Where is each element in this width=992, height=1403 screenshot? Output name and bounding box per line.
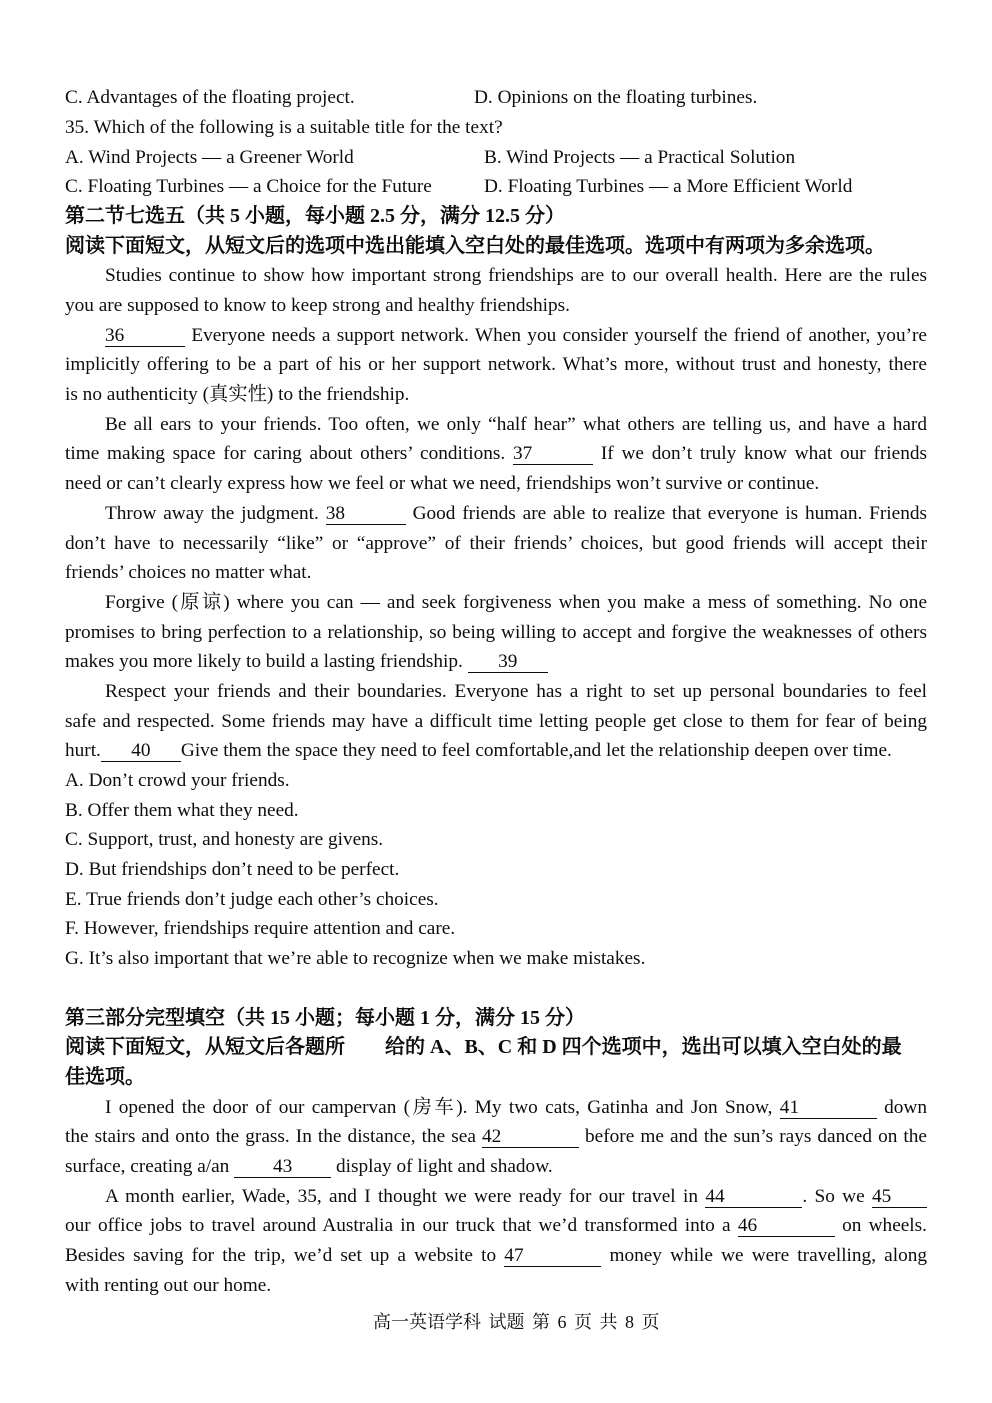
passage-line: don’t have to necessarily “like” or “approve” of their friends’ choices, but good friends will accept their: [65, 532, 927, 554]
passage-text: Everyone needs a support network. When you consider yourself the friend of another, you’re: [191, 324, 927, 346]
passage-line: need or can’t clearly express how we feel or what we need, friendships won’t survive or continue.: [65, 473, 820, 495]
blank-44: 44: [705, 1187, 802, 1208]
q35-options-row-2: [65, 172, 927, 202]
passage-line: safe and respected. Some friends may have a difficult time letting people get close to them for fear of being: [65, 710, 927, 732]
blank-37: 37: [513, 444, 593, 465]
passage-line: is no authenticity (真实性) to the friendship.: [65, 384, 410, 406]
q35-stem: 35. Which of the following is a suitable title for the text?: [65, 116, 503, 138]
blank-41: 41: [780, 1098, 877, 1119]
passage-text: money while we were travelling, along: [609, 1245, 927, 1266]
passage-text: Give them the space they need to feel comfortable,and let the relationship deepen over time.: [180, 740, 892, 762]
blank-43: 43: [234, 1157, 331, 1178]
blank-45: 45: [872, 1187, 927, 1208]
passage-line: [65, 1093, 927, 1123]
passage-text: . So we: [802, 1185, 865, 1207]
passage-line: Respect your friends and their boundaries. Everyone has a right to set up personal boundaries to feel: [105, 680, 927, 702]
section2-option-e: E. True friends don’t judge each other’s choices.: [65, 888, 439, 910]
section2-title: 第二节七选五（共 5 小题，每小题 2.5 分，满分 12.5 分）: [65, 204, 565, 227]
passage-text: hurt.: [65, 740, 101, 762]
blank-42: 42: [482, 1127, 579, 1148]
blank-46: 46: [738, 1216, 835, 1237]
section2-instruction: 阅读下面短文，从短文后的选项中选出能填入空白处的最佳选项。选项中有两项为多余选项。: [65, 234, 885, 257]
passage-line: [65, 1152, 927, 1182]
passage-line: [65, 647, 927, 677]
q35-option-c: C. Floating Turbines — a Choice for the Future: [65, 176, 432, 198]
exam-page: [65, 83, 927, 1300]
section2-option-g: G. It’s also important that we’re able to recognize when we make mistakes.: [65, 948, 646, 970]
passage-line: [65, 1122, 927, 1152]
section2-option-c: C. Support, trust, and honesty are givens.: [65, 829, 384, 851]
passage-line: friends’ choices no matter what.: [65, 562, 312, 584]
section2-option-a: A. Don’t crowd your friends.: [65, 770, 290, 791]
blank-47: 47: [504, 1246, 601, 1267]
passage-text: Throw away the judgment.: [105, 502, 319, 524]
passage-line: with renting out our home.: [65, 1274, 272, 1296]
passage-text: time making space for caring about others’ conditions.: [65, 443, 506, 465]
passage-text: on wheels.: [842, 1215, 927, 1237]
q35-option-a: A. Wind Projects — a Greener World: [65, 146, 354, 168]
passage-line: [65, 499, 927, 529]
passage-line: [65, 1241, 927, 1271]
page-footer: 高一英语学科 试题 第 6 页 共 8 页: [373, 1312, 660, 1332]
passage-line: [65, 1211, 927, 1241]
section3-title: 第三部分完型填空（共 15 小题；每小题 1 分，满分 15 分）: [65, 1006, 585, 1029]
section3-instruction: 阅读下面短文，从短文后各题所 给的 A、B、C 和 D 四个选项中，选出可以填入空白处的最: [65, 1036, 902, 1059]
q35-options-row-1: [65, 143, 927, 173]
blank-40: 40: [101, 741, 181, 762]
passage-line: [65, 1182, 927, 1212]
blank-38: 38: [326, 504, 406, 525]
passage-text: If we don’t truly know what our friends: [600, 443, 927, 465]
blank-36: 36: [105, 326, 185, 347]
passage-text: the stairs and onto the grass. In the distance, the sea: [65, 1126, 476, 1148]
q34-option-c: C. Advantages of the floating project.: [65, 87, 355, 109]
q34-options-row: [65, 83, 927, 113]
passage-text: before me and the sun’s rays danced on the: [585, 1126, 927, 1148]
q35-option-b: B. Wind Projects — a Practical Solution: [484, 146, 796, 168]
q34-option-d: D. Opinions on the floating turbines.: [474, 87, 758, 109]
passage-text: I opened the door of our campervan (房车). My two cats, Gatinha and Jon Snow,: [105, 1096, 773, 1118]
passage-line: implicitly offering to be a part of his or her support network. What’s more, without trust and honesty, there: [65, 354, 927, 376]
passage-text: Good friends are able to realize that everyone is human. Friends: [412, 502, 927, 524]
passage-line: Forgive (原谅) where you can — and seek forgiveness when you make a mess of something. No one: [105, 591, 927, 613]
passage-text: surface, creating a/an: [65, 1155, 230, 1177]
passage-text: down: [884, 1096, 927, 1118]
passage-text: our office jobs to travel around Australia in our truck that we’d transformed into a: [65, 1215, 731, 1237]
passage-line: Be all ears to your friends. Too often, we only “half hear” what others are telling us, and have a hard: [105, 413, 927, 435]
section2-option-d: D. But friendships don’t need to be perfect.: [65, 859, 400, 881]
passage-line: [65, 736, 927, 766]
passage-text: makes you more likely to build a lasting friendship.: [65, 651, 463, 673]
section2-option-f: F. However, friendships require attention and care.: [65, 918, 456, 940]
passage-line: Studies continue to show how important strong friendships are to our overall health. Here are the rules: [105, 265, 927, 287]
passage-line: [65, 439, 927, 469]
passage-text: A month earlier, Wade, 35, and I thought we were ready for our travel in: [105, 1185, 698, 1207]
q35-option-d: D. Floating Turbines — a More Efficient World: [484, 176, 853, 198]
passage-line: you are supposed to know to keep strong and healthy friendships.: [65, 295, 570, 316]
passage-text: Besides saving for the trip, we’d set up a website to: [65, 1245, 497, 1266]
passage-line: promises to bring perfection to a relationship, so being willing to accept and forgive the weaknesses of others: [65, 621, 927, 643]
passage-line: [65, 321, 927, 351]
section2-option-b: B. Offer them what they need.: [65, 799, 299, 821]
section3-instruction: 佳选项。: [65, 1065, 145, 1088]
passage-text: display of light and shadow.: [335, 1155, 553, 1177]
blank-39: 39: [468, 652, 548, 673]
